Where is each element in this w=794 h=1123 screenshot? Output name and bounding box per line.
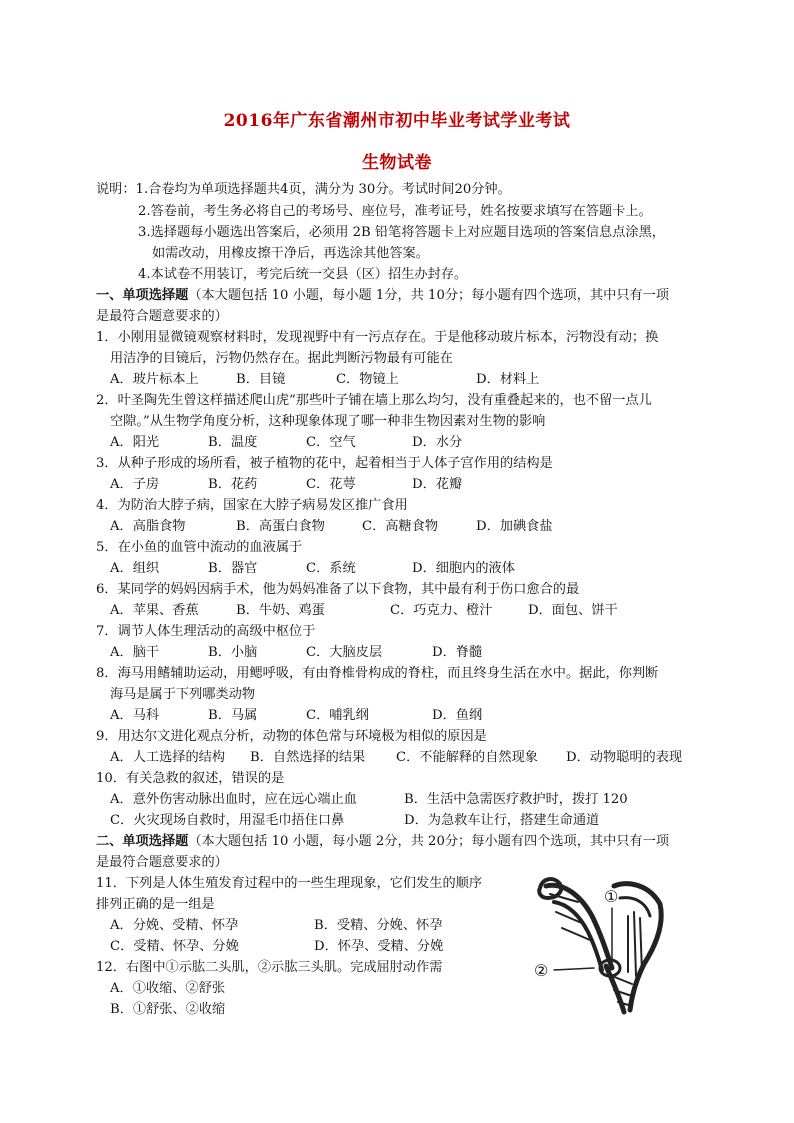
q2-option-c: C．空气 [306,435,356,450]
q3-option-c: C．花萼 [306,477,356,492]
figure-label-1: ① [604,887,619,906]
q10-option-a: A．意外伤害动脉出血时，应在远心端止血 [110,792,357,807]
section1-header [96,286,669,306]
section2-heading: 二、单项选择题 [96,834,189,849]
q11-stem-2: 排列正确的是一组是 [96,897,215,912]
q4-option-a: A．高脂食物 [110,519,186,534]
section1-desc2: 是最符合题意要求的） [96,309,228,324]
q11-option-d: D．怀孕、受精、分娩 [314,939,444,954]
q4-option-b: B．高蛋白食物 [236,519,325,534]
arm-muscle-figure [532,872,682,1020]
q12-option-b: B．①舒张、②收缩 [110,1002,226,1017]
q8-option-d: D．鱼纲 [432,708,483,723]
q6-option-d: D．面包、饼干 [528,603,618,618]
q5-option-c: C．系统 [306,561,356,576]
q10-stem-1: 10．有关急救的叙述，错误的是 [96,771,285,786]
q8-stem-2: 海马是属于下列哪类动物 [110,687,256,702]
note-3: 3.选择题每小题选出答案后，必须用 2B 铅笔将答题卡上对应题目选项的答案信息点涂黑， [138,225,665,240]
q10-option-b: B．生活中急需医疗救护时，拨打 120 [404,792,628,807]
q4-option-c: C．高糖食物 [362,519,439,534]
q11-stem-1: 11．下列是人体生殖发育过程中的一些生理现象，它们发生的顺序 [96,876,483,891]
q7-option-a: A．脑干 [110,645,160,660]
q12-option-a: A．①收缩、②舒张 [110,981,226,996]
note-1: 说明：1.合卷均为单项选择题共4页，满分为 30分。考试时间20分钟。 [96,182,511,197]
q2-stem-1: 2．叶圣陶先生曾这样描述爬山虎“那些叶子铺在墙上那么均匀，没有重叠起来的，也不留一点儿 [96,393,652,408]
section2-desc2: 是最符合题意要求的） [96,855,228,870]
section2-desc: （本大题包括 10 小题，每小题 2分，共 20分；每小题有四个选项，其中只有一项 [188,834,670,849]
exam-subtitle: 生物试卷 [362,153,432,173]
q1-option-b: B．目镜 [236,372,286,387]
upper-arm-outline [614,884,661,1010]
section1-heading: 一、单项选择题 [96,288,189,303]
q3-option-d: D．花瓣 [412,477,463,492]
q9-option-c: C．不能解释的自然现象 [396,750,538,765]
note-4: 如需改动，用橡皮擦干净后，再选涂其他答案。 [152,246,429,261]
q6-stem-1: 6．某同学的妈妈因病手术，他为妈妈准备了以下食物，其中最有利于伤口愈合的最 [96,582,580,597]
q5-option-a: A．组织 [110,561,160,576]
q11-option-b: B．受精、分娩、怀孕 [314,918,443,933]
q5-option-b: B．器官 [208,561,258,576]
q9-option-b: B．自然选择的结果 [250,750,366,765]
note-2: 2.答卷前，考生务必将自己的考场号、座位号，准考证号，姓名按要求填写在答题卡上。 [138,204,652,219]
q11-option-c: C．受精、怀孕、分娩 [110,939,239,954]
q8-stem-1: 8．海马用鳍辅助运动，用鳃呼吸，有由脊椎骨构成的脊柱，而且终身生活在水中。据此，你判断 [96,666,659,681]
q10-option-c: C．火灾现场自救时，用湿毛巾捂住口鼻 [110,813,345,828]
q2-stem-2: 空隙。”从生物学角度分析，这种现象体现了哪一种非生物因素对生物的影响 [110,414,546,429]
figure-label-2: ② [534,961,549,980]
q1-option-a: A．玻片标本上 [110,372,199,387]
q7-option-d: D．脊髓 [432,645,483,660]
q9-stem-1: 9．用达尔文进化观点分析，动物的体色常与环境极为相似的原因是 [96,729,487,744]
q3-option-a: A．子房 [110,477,160,492]
section1-desc: （本大题包括 10 小题，每小题 1分，共 10分；每小题有四个选项，其中只有一项 [188,288,670,303]
q7-stem-1: 7．调节人体生理活动的高级中枢位于 [96,624,316,639]
q5-option-d: D．细胞内的液体 [412,561,515,576]
q3-stem-1: 3．从种子形成的场所看，被子植物的花中，起着相当于人体子宫作用的结构是 [96,456,553,471]
q7-option-b: B．小脑 [208,645,258,660]
q8-option-b: B．马属 [208,708,258,723]
q12-stem-1: 12．右图中①示肱二头肌，②示肱三头肌。完成屈肘动作需 [96,960,443,975]
q1-stem-1: 1．小刚用显微镜观察材料时，发现视野中有一污点存在。于是他移动玻片标本，污物没有动；换 [96,330,659,345]
q6-option-a: A．苹果、香蕉 [110,603,199,618]
q3-option-b: B．花药 [208,477,258,492]
q6-option-c: C．巧克力、橙汁 [390,603,493,618]
q8-option-c: C．哺乳纲 [306,708,369,723]
q1-option-c: C．物镜上 [336,372,399,387]
q4-option-d: D．加碘食盐 [476,519,553,534]
section2-header [96,832,669,852]
label2-leader [554,968,594,970]
q2-option-b: B．温度 [208,435,258,450]
q11-option-a: A．分娩、受精、怀孕 [110,918,239,933]
q8-option-a: A．马科 [110,708,160,723]
q9-option-a: A．人工选择的结构 [110,750,226,765]
q9-option-d: D．动物聪明的表现 [566,750,683,765]
q1-stem-2: 用洁净的目镜后，污物仍然存在。据此判断污物最有可能在 [110,351,453,366]
q4-stem-1: 4．为防治大脖子病，国家在大脖子病易发区推广食用 [96,498,408,513]
q2-option-a: A．阳光 [110,435,160,450]
q10-option-d: D．为急救车让行，搭建生命通道 [404,813,600,828]
q1-option-d: D．材料上 [476,372,540,387]
q7-option-c: C．大脑皮层 [306,645,383,660]
exam-title: 2016年广东省潮州市初中毕业考试学业考试 [223,111,571,131]
note-5: 4.本试卷不用装订，考完后统一交县（区）招生办封存。 [138,267,468,282]
q5-stem-1: 5．在小鱼的血管中流动的血液属于 [96,540,303,555]
q6-option-b: B．牛奶、鸡蛋 [236,603,325,618]
q2-option-d: D．水分 [412,435,463,450]
